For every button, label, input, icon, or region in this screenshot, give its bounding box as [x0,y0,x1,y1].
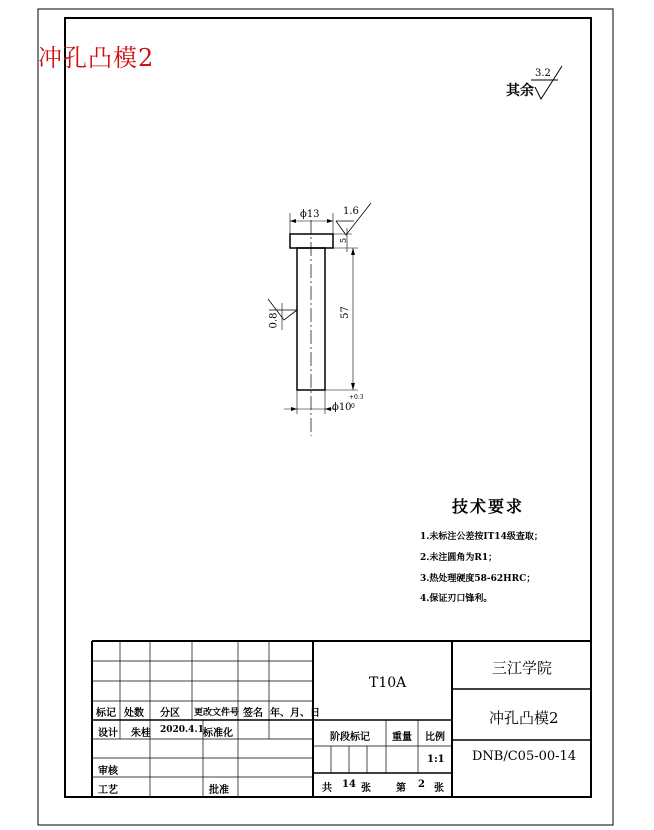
header-doc-no: 更改文件号 [194,708,240,718]
sheet-unit-2: 张 [434,783,444,794]
tech-requirement-item: 2.未注圆角为R1； [420,553,498,563]
school-name: 三江学院 [492,659,553,677]
tech-requirement-item: 4.保证刃口锋利。 [420,594,493,604]
header-zone: 分区 [160,708,180,719]
review-label: 审核 [98,766,118,777]
scale-label: 比例 [425,732,445,743]
roughness-note-value: 3.2 [535,68,551,79]
sheet-unit: 张 [361,783,371,794]
header-count: 处数 [124,708,144,719]
design-date: 2020.4.1 [160,725,204,735]
sheet-number: 2 [418,779,425,790]
tech-requirement-item: 3.热处理硬度58-62HRC； [420,574,536,584]
drawing-number: DNB/C05-00-14 [472,749,577,764]
stage-mark-label: 阶段标记 [330,732,370,743]
header-mark: 标记 [96,708,116,719]
part-view [268,203,371,436]
drawing-title: 冲孔凸模2 [38,44,155,72]
standardize-label: 标准化 [203,728,233,739]
dim-tol-lower: 0 [351,403,355,410]
sheet-label: 第 [396,783,406,794]
approve-label: 批准 [209,785,229,796]
designer: 朱桂 [131,728,151,739]
dim-tol-upper: +0.3 [349,394,364,401]
inner-frame [65,18,591,797]
roughness-side: 0.8 [268,312,280,329]
process-label: 工艺 [98,785,118,796]
scale-value: 1:1 [427,754,445,765]
tech-requirements-title: 技术要求 [452,497,525,516]
part-name: 冲孔凸模2 [489,709,559,727]
header-sign: 签名 [243,708,263,719]
design-label: 设计 [98,728,118,739]
total-sheets: 14 [342,779,356,790]
header-date: 年、月、日 [270,708,320,719]
roughness-head: 1.6 [343,206,359,217]
outer-border [38,9,613,825]
weight-label: 重量 [392,732,412,743]
tech-requirement-item: 1.未标注公差按IT14级查取； [420,532,543,542]
dim-head-diameter: ϕ13 [300,209,320,220]
dim-head-height: 5 [339,237,349,244]
punch-head [290,234,333,248]
total-label: 共 [322,783,332,794]
dim-body-diameter: ϕ10 [332,402,352,413]
roughness-note-label: 其余 [506,83,534,99]
dim-length: 57 [339,306,351,319]
material: T10A [369,675,407,691]
